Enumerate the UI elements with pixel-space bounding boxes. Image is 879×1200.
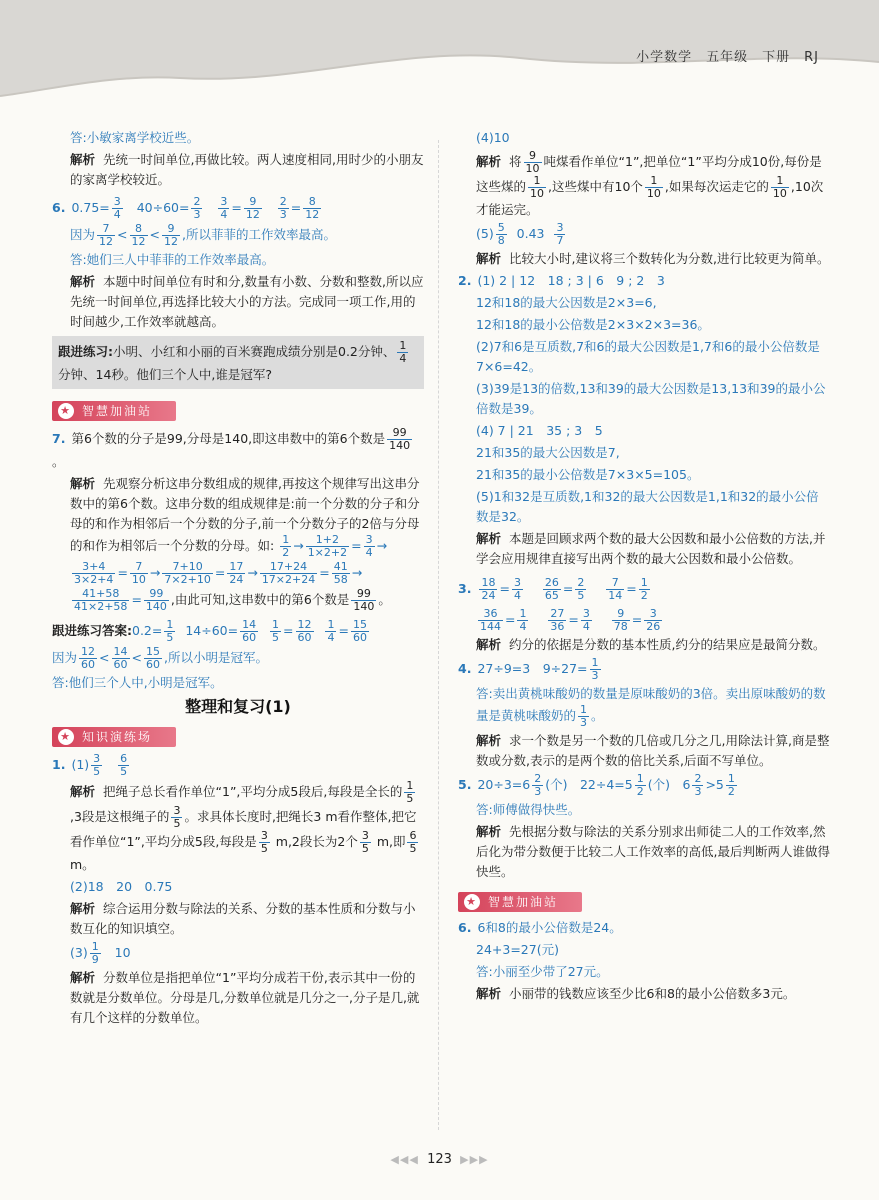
q2-line: (2)7和6是互质数,7和6的最大公因数是1,7和6的最小公倍数是7×6=42。 xyxy=(476,339,820,374)
analysis: 解析 分数单位是指把单位“1”平均分成若干份,表示其中一份的数就是分数单位。分母是几,分数单位就是几分之一,分子是几,就有几个这样的分数单位。 xyxy=(70,970,420,1025)
q1-part2: (2)18 20 0.75 xyxy=(70,879,173,894)
next-arrows-icon: ▶▶▶ xyxy=(460,1153,489,1166)
analysis: 解析 本题是回顾求两个数的最大公因数和最小公倍数的方法,并学会应用规律直接写出两个数的最大公因数和最小公倍数。 xyxy=(476,531,826,566)
analysis: 解析 约分的依据是分数的基本性质,约分的结果应是最简分数。 xyxy=(476,637,826,652)
answer-line: 答:小敏家离学校近些。 xyxy=(70,130,200,145)
q2-line: (4) 7 | 21 35 ; 3 5 xyxy=(476,423,603,438)
analysis: 解析 先统一时间单位,再做比较。两人速度相同,用时少的小朋友的家离学校较近。 xyxy=(70,152,424,187)
section-banner: ★ 智慧加油站 xyxy=(458,892,582,912)
analysis: 解析 综合运用分数与除法的关系、分数的基本性质和分数与小数互化的知识填空。 xyxy=(70,901,416,936)
page-header xyxy=(0,0,879,120)
q6-line: 24+3=27(元) xyxy=(476,942,559,957)
q2-line: 12和18的最大公因数是2×3=6, xyxy=(476,295,657,310)
q2-line: (3)39是13的倍数,13和39的最大公因数是13,13和39的最小公倍数是39。 xyxy=(476,381,826,416)
q1-part5: (5) $\frac{5}{8}$ 0.43 $\frac{3}{7}$ xyxy=(476,221,564,247)
section-title: 整理和复习(1) xyxy=(185,697,291,716)
prev-arrows-icon: ◀◀◀ xyxy=(390,1153,419,1166)
analysis: 解析 求一个数是另一个数的几倍或几分之几,用除法计算,商是整数或分数,表示的是两个数的倍比关系,后面不写单位。 xyxy=(476,733,830,768)
q6-calc: 6. 0.75= $\frac{3}{4}$ 40÷60= $\frac{2}{3}$ $\frac{3}{4}$ = $\frac{9}{12}$ $\frac{2}{3}$ = $\frac{8}{12}$ xyxy=(52,195,320,221)
right-column xyxy=(458,128,830,1006)
fraction-chain: $\frac{3+4}{3\times 2+4}$ = $\frac{7}{10}$ → $\frac{7+10}{7\times 2+10}$ = $\frac{17}{24}$ → $\frac{17+24}{17\times 2+24}$ = $\frac{41}{58}$ → xyxy=(74,560,363,586)
header-title: 小学数学 五年级 下册 RJ xyxy=(636,50,819,65)
q3-row1: 3. $\frac{18}{24}$ = $\frac{3}{4}$ $\frac{26}{65}$ = $\frac{2}{5}$ $\frac{7}{14}$ = $\frac{1}{2}$ xyxy=(458,576,648,602)
star-icon: ★ xyxy=(58,403,74,419)
q4: 4. 27÷9=3 9÷27= $\frac{1}{3}$ xyxy=(458,656,599,682)
q7: 7. 第6个数的分子是99,分母是140,即这串数中的第6个数是 $\frac{99}{140}$ 。 xyxy=(52,426,411,469)
section-banner: ★ 知识演练场 xyxy=(52,727,176,747)
analysis: 解析 先根据分数与除法的关系分别求出师徒二人的工作效率,然后化为带分数便于比较二人工作效率的高低,最后判断两人谁做得快些。 xyxy=(476,824,830,879)
q1-part3: (3) $\frac{1}{9}$ 10 xyxy=(70,940,131,966)
analysis: 解析 将 $\frac{9}{10}$ 吨煤看作单位“1”,把单位“1”平均分成10份,每份是这些煤的 $\frac{1}{10}$ ,这些煤中有10个 $\frac{1}{10}$ ,如果每次运走它的 $\frac{1}{10}$ ,10次才能运完。 xyxy=(476,149,824,217)
column-divider xyxy=(438,140,439,1130)
q1: 1. (1) $\frac{3}{5}$ $\frac{6}{5}$ xyxy=(52,752,128,778)
follow-up-compare: 因为 $\frac{12}{60}$ < $\frac{14}{60}$ < $\frac{15}{60}$ ,所以小明是冠军。 xyxy=(52,645,268,671)
q2-line: (5)1和32是互质数,1和32的最大公因数是1,1和32的最小公倍数是32。 xyxy=(476,489,819,524)
follow-up-answer: 跟进练习答案:0.2= $\frac{1}{5}$ 14÷60= $\frac{14}{60}$ $\frac{1}{5}$ = $\frac{12}{60}$ $\frac{1}{4}$ = $\frac{15}{60}$ xyxy=(52,618,367,644)
page-footer xyxy=(0,1152,879,1167)
q6-compare: 因为 $\frac{7}{12}$ < $\frac{8}{12}$ < $\frac{9}{12}$ ,所以菲菲的工作效率最高。 xyxy=(70,222,336,248)
analysis: 解析 比较大小时,建议将三个数转化为分数,进行比较更为简单。 xyxy=(476,251,830,266)
q6: 6. 6和8的最小公倍数是24。 xyxy=(458,920,622,935)
star-icon: ★ xyxy=(464,894,480,910)
q2: 2. (1) 2 | 12 18 ; 3 | 6 9 ; 2 3 xyxy=(458,273,665,288)
answer-line: 答:他们三个人中,小明是冠军。 xyxy=(52,675,223,690)
q2-line: 12和18的最小公倍数是2×3×2×3=36。 xyxy=(476,317,710,332)
analysis: 解析 本题中时间单位有时和分,数量有小数、分数和整数,所以应先统一时间单位,再选择比较大小的方法。完成同一项工作,用的时间越少,工作效率就越高。 xyxy=(70,274,424,329)
fraction-chain: $\frac{41+58}{41\times 2+58}$ = $\frac{99}{140}$ ,由此可知,这串数中的第6个数是 $\frac{99}{140}$ 。 xyxy=(74,587,391,613)
answer-line: 答:她们三人中菲菲的工作效率最高。 xyxy=(70,252,275,267)
q2-line: 21和35的最大公因数是7, xyxy=(476,445,620,460)
analysis: 解析 小丽带的钱数应该至少比6和8的最小公倍数多3元。 xyxy=(476,986,796,1001)
left-column xyxy=(52,128,424,1030)
analysis: 解析 把绳子总长看作单位“1”,平均分成5段后,每段是全长的 $\frac{1}{5}$ ,3段是这根绳子的 $\frac{3}{5}$ 。求具体长度时,把绳长3 m看作整体,把它看作单位“1”,平均分成5段,每段是 $\frac{3}{5}$ m,2段长为2个 $\frac{3}{5}$ m,即 $\frac{6}{5}$ m。 xyxy=(70,779,417,872)
section-banner: ★ 智慧加油站 xyxy=(52,401,176,421)
answer-line: 答:师傅做得快些。 xyxy=(476,802,581,817)
star-icon: ★ xyxy=(58,729,74,745)
page-number: 123 xyxy=(427,1152,452,1167)
follow-up-exercise: 跟进练习:小明、小红和小丽的百米赛跑成绩分别是0.2分钟、 $\frac{1}{4}$ 分钟、14秒。他们三个人中,谁是冠军? xyxy=(52,336,424,389)
q5: 5. 20÷3=6 $\frac{2}{3}$ (个) 22÷4=5 $\frac{1}{2}$ (个) 6 $\frac{2}{3}$ >5 $\frac{1}{2}$ xyxy=(458,772,735,798)
q3-row2: $\frac{36}{144}$ = $\frac{1}{4}$ $\frac{27}{36}$ = $\frac{3}{4}$ $\frac{9}{78}$ = $\frac{3}{26}$ xyxy=(480,607,661,633)
answer-line: 答:小丽至少带了27元。 xyxy=(476,964,609,979)
q1-part4: (4)10 xyxy=(476,130,510,145)
answer-line: 答:卖出黄桃味酸奶的数量是原味酸奶的3倍。卖出原味酸奶的数量是黄桃味酸奶的 $\frac{1}{3}$ 。 xyxy=(476,686,826,729)
fraction: $\frac{3}{4}$ xyxy=(113,195,121,221)
q2-line: 21和35的最小公倍数是7×3×5=105。 xyxy=(476,467,700,482)
analysis: 解析 先观察分析这串分数组成的规律,再按这个规律写出这串分数中的第6个数。这串分数的组成规律是:前一个分数的分子和分母的和作为相邻后一个分数的分子,前一个分数分子的2倍与分母的和作为相邻后一个分数的分母。如: $\frac{1}{2}$ → $\frac{1+2}{1\times 2+2}$ = $\frac{3}{4}$ → xyxy=(70,476,420,559)
